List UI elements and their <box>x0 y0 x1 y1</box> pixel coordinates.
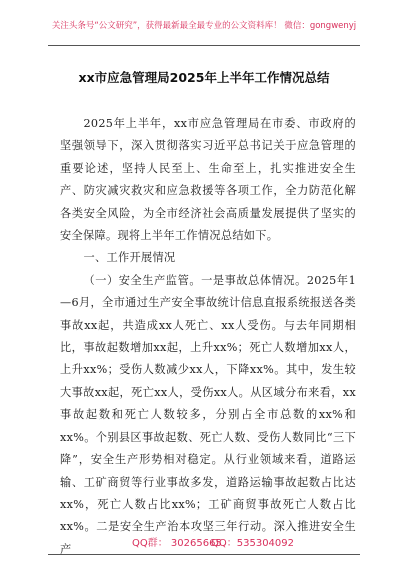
document-body <box>60 113 356 561</box>
section-heading: 一、工作开展情况 <box>83 251 176 265</box>
footer-divider <box>48 554 360 555</box>
footer-qq: QQ：535304092 <box>211 538 295 549</box>
footer-contact <box>0 534 408 554</box>
footer-qq-group: QQ群： 30265665 <box>132 538 222 549</box>
document-title: xx市应急管理局2025年上半年工作情况总结 <box>78 70 330 85</box>
body-paragraph: （一）安全生产监管。一是事故总体情况。2025年1—6月，全市通过生产安全事故统计信息直报系统报送各类事故xx起，共造成xx人死亡、xx人受伤。与去年同期相比，事故起数增加xx起，上升xx%；死亡人数增加xx人，上升xx%；受伤人数减少xx人，下降xx%。其中，发生较大事故xx起，死亡xx人，受伤xx人。从区域分布来看，xx事故起数和死亡人数较多，分别占全市总数的xx%和xx%。个别县区事故起数、死亡人数、受伤人数同比“三下降”，安全生产形势相对稳定。从行业领域来看，道路运输、工矿商贸等行业事故多发，道路运输事故起数占比达xx%，死亡人数占比xx%；工矿商贸事故死亡人数占比xx%。二是安全生产治本攻坚三年行动。深入推进安全生产 <box>60 273 356 556</box>
header-banner: 关注头条号“公文研究”，获得最新最全最专业的公文资料库！ 微信：gongwenyj <box>51 21 357 31</box>
intro-paragraph: 2025年上半年，xx市应急管理局在市委、市政府的坚强领导下，深入贯彻落实习近平总书记关于应急管理的重要论述，坚持人民至上、生命至上，扎实推进安全生产、防灾减灾救灾和应急救援等各项工作，全力防范化解各类安全风险，为全市经济社会高质量发展提供了坚实的安全保障。现将上半年工作情况总结如下。 <box>60 117 356 243</box>
header-divider <box>48 45 360 46</box>
